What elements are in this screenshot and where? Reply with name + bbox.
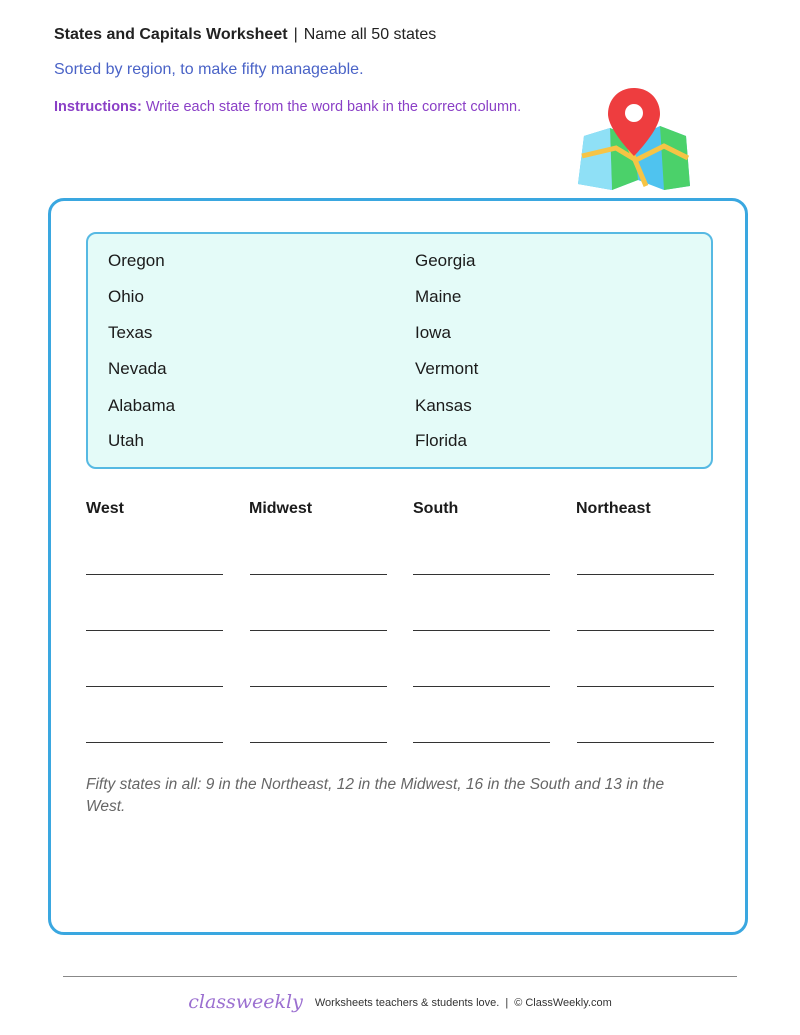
answer-line[interactable] [413,574,550,575]
answer-line[interactable] [86,630,223,631]
header-subtitle: Name all 50 states [303,26,437,43]
word-bank-item: Ohio [108,287,144,306]
answer-line[interactable] [577,574,714,575]
column-heading-south: South [413,500,459,517]
answer-line[interactable] [250,742,387,743]
answer-line[interactable] [577,742,714,743]
header-separator: | [293,26,298,43]
answer-line[interactable] [413,686,550,687]
answer-line[interactable] [577,686,714,687]
word-bank-item: Maine [415,287,462,306]
word-bank-item: Nevada [108,359,167,378]
column-heading-west: West [86,500,124,517]
footer-divider [63,976,737,977]
word-bank-item: Georgia [415,251,476,270]
answer-line[interactable] [86,686,223,687]
word-bank-item: Utah [108,431,144,450]
footer-copyright: © ClassWeekly.com [514,997,612,1009]
map-pin-icon [576,86,692,192]
answer-line[interactable] [250,630,387,631]
answer-line[interactable] [413,630,550,631]
worksheet-header [54,26,436,44]
answer-line[interactable] [86,742,223,743]
region-count-note: Fifty states in all: 9 in the Northeast, 12 in the Midwest, 16 in the South and 13 in the West. [86,776,665,815]
word-bank-item: Alabama [108,396,176,415]
worksheet-title: States and Capitals Worksheet [54,26,288,43]
brand-logo: classweekly [188,991,303,1013]
instructions-label: Instructions: [54,99,142,115]
answer-line[interactable] [250,574,387,575]
footer-tagline: Worksheets teachers & students love. [314,997,500,1009]
answer-line[interactable] [413,742,550,743]
footer [0,991,800,1013]
answer-line[interactable] [577,630,714,631]
column-heading-midwest: Midwest [249,500,313,517]
instructions-text: Write each state from the word bank in the correct column. [145,99,522,115]
word-bank-item: Kansas [415,396,472,415]
footer-separator: | [505,997,509,1009]
word-bank-item: Vermont [415,359,479,378]
word-bank-item: Texas [108,323,153,342]
instructions [54,99,521,115]
column-heading-northeast: Northeast [576,500,651,517]
answer-line[interactable] [250,686,387,687]
word-bank-item: Florida [415,431,467,450]
worksheet-subtitle: Sorted by region, to make fifty manageable. [54,61,364,78]
answer-line[interactable] [86,574,223,575]
word-bank-item: Iowa [415,323,451,342]
word-bank [86,232,713,469]
word-bank-item: Oregon [108,251,165,270]
